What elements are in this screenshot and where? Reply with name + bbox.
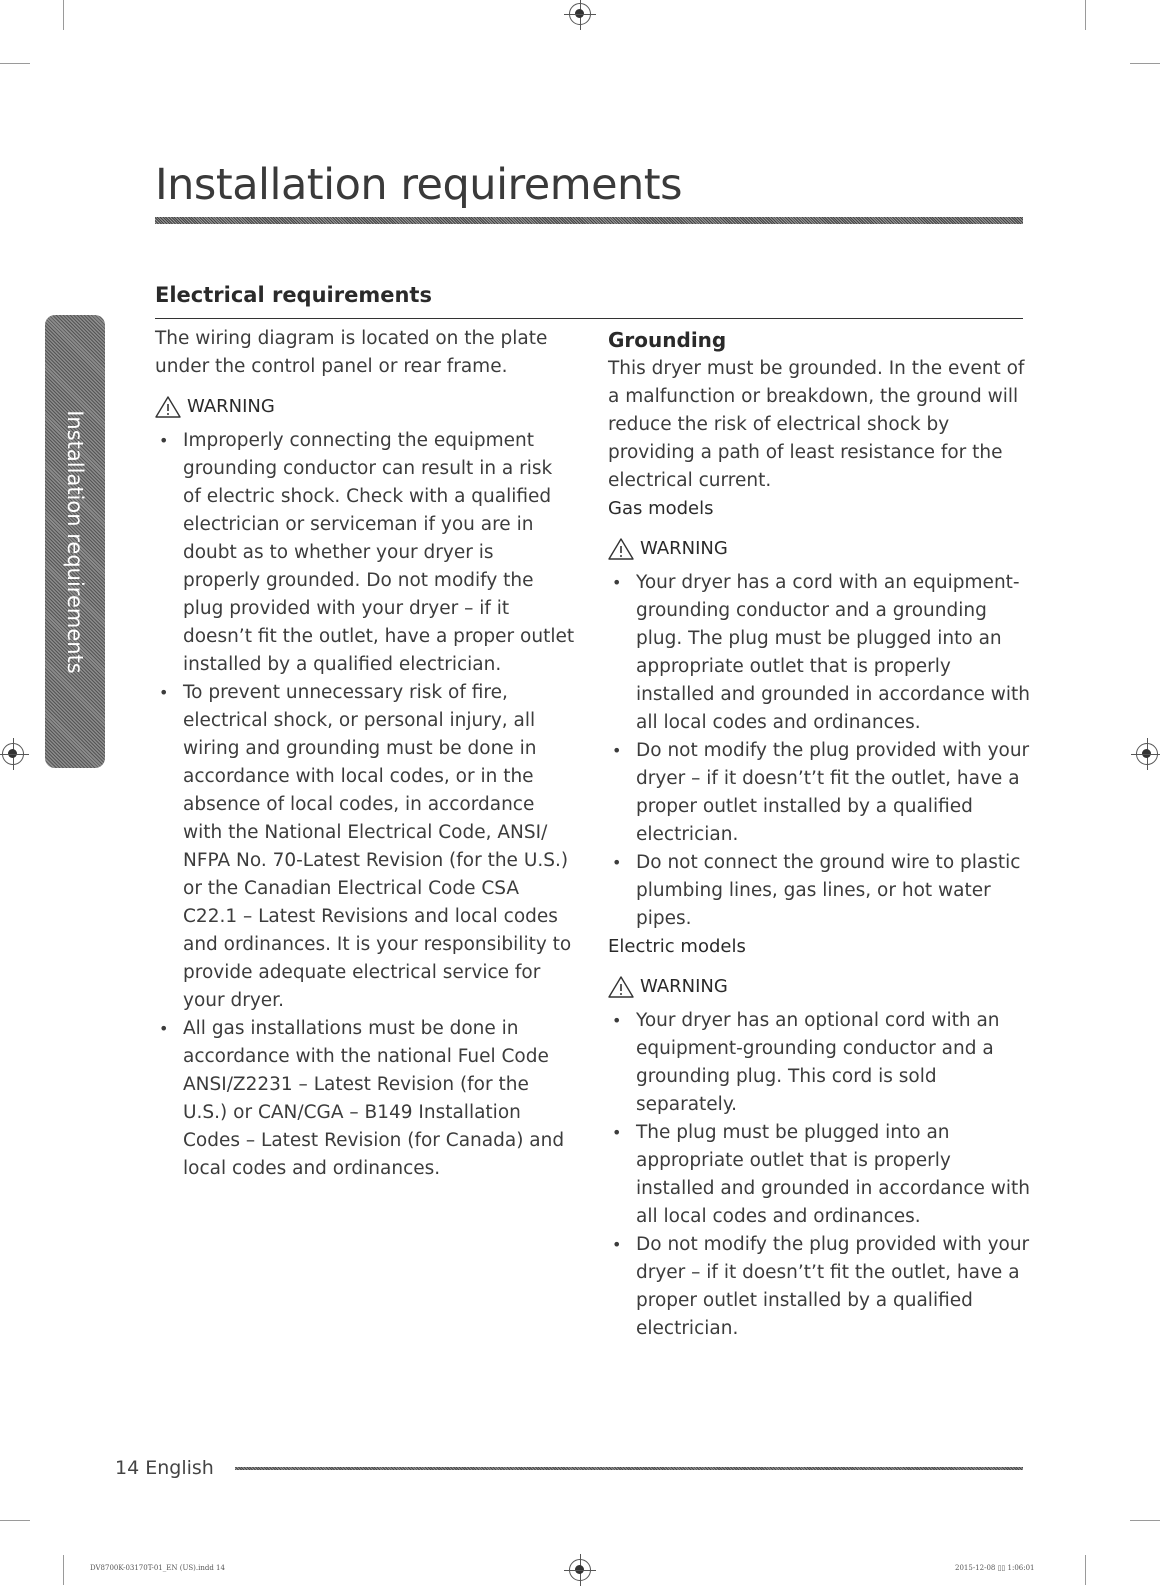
list-item: • Do not modify the plug provided with your dryer – if it doesn’t’t fit the outlet, have a proper outlet installed by a qualified electrician. bbox=[608, 737, 1033, 849]
list-item: • Do not connect the ground wire to plastic plumbing lines, gas lines, or hot water pipes. bbox=[608, 849, 1033, 933]
warning-heading bbox=[155, 393, 575, 421]
list-item: • Your dryer has a cord with an equipment-grounding conductor and a grounding plug. The plug must be plugged into an appropriate outlet that is properly installed and grounded in accordance with all local codes and ordinances. bbox=[608, 569, 1033, 737]
list-item: • All gas installations must be done in accordance with the national Fuel Code ANSI/Z2231 – Latest Revision (for the U.S.) or CAN/CGA – B149 Installation Codes – Latest Revision (for Canada) and local codes and ordinances. bbox=[155, 1015, 575, 1183]
right-column bbox=[608, 325, 1033, 1343]
list-item: • Your dryer has an optional cord with an equipment-grounding conductor and a grounding plug. This cord is sold separately. bbox=[608, 1007, 1033, 1119]
grounding-title: Grounding bbox=[608, 328, 727, 352]
warning-icon bbox=[608, 976, 634, 998]
print-slug-left: DV8700K-03170T-01_EN (US).indd 14 bbox=[90, 1564, 225, 1572]
side-tab bbox=[45, 315, 105, 768]
list-item: • The plug must be plugged into an appropriate outlet that is properly installed and grounded in accordance with all local codes and ordinances. bbox=[608, 1119, 1033, 1231]
warning-icon bbox=[608, 538, 634, 560]
grounding-text: This dryer must be grounded. In the event of a malfunction or breakdown, the ground will reduce the risk of electrical shock by providing a path of least resistance for the electrical current. bbox=[608, 358, 1025, 491]
wiring-intro: The wiring diagram is located on the plate under the control panel or rear frame. bbox=[155, 328, 548, 377]
warning-label: WARNING bbox=[640, 976, 728, 997]
warning-label: WARNING bbox=[187, 396, 275, 417]
registration-mark-icon bbox=[569, 3, 591, 25]
registration-mark-icon bbox=[2, 743, 24, 765]
list-item: • Do not modify the plug provided with your dryer – if it doesn’t’t fit the outlet, have a proper outlet installed by a qualified electrician. bbox=[608, 1231, 1033, 1343]
footer-rule bbox=[235, 1467, 1023, 1470]
warning-heading bbox=[608, 973, 1033, 1001]
warning-label: WARNING bbox=[640, 538, 728, 559]
page-title: Installation requirements bbox=[155, 160, 683, 210]
warning-icon bbox=[155, 396, 181, 418]
crop-mark bbox=[63, 1555, 64, 1585]
title-rule bbox=[155, 217, 1023, 224]
crop-mark bbox=[63, 0, 64, 30]
registration-mark-icon bbox=[1136, 743, 1158, 765]
electric-warning-list bbox=[608, 1007, 1033, 1343]
section-title: Electrical requirements bbox=[155, 283, 432, 307]
registration-mark-icon bbox=[569, 1559, 591, 1581]
warning-heading bbox=[608, 535, 1033, 563]
left-column bbox=[155, 325, 575, 1183]
gas-models-label: Gas models bbox=[608, 498, 714, 519]
print-slug-right: 2015-12-08 ▯▯ 1:06:01 bbox=[955, 1564, 1035, 1572]
page-number: 14 English bbox=[115, 1457, 214, 1479]
crop-mark bbox=[0, 63, 30, 64]
crop-mark bbox=[1130, 63, 1160, 64]
warning-list bbox=[155, 427, 575, 1183]
list-item: • Improperly connecting the equipment grounding conductor can result in a risk of electric shock. Check with a qualified electrician or serviceman if you are in doubt as to whether your dryer is properly grounded. Do not modify the plug provided with your dryer – if it doesn’t fit the outlet, have a proper outlet installed by a qualified electrician. bbox=[155, 427, 575, 679]
list-item: • To prevent unnecessary risk of fire, electrical shock, or personal injury, all wiring and grounding must be done in accordance with local codes, or in the absence of local codes, in accordance with the National Electrical Code, ANSI/ NFPA No. 70-Latest Revision (for the U.S.) or the Canadian Electrical Code CSA C22.1 – Latest Revisions and local codes and ordinances. It is your responsibility to provide adequate electrical service for your dryer. bbox=[155, 679, 575, 1015]
gas-warning-list bbox=[608, 569, 1033, 933]
crop-mark bbox=[0, 1520, 30, 1521]
section-rule bbox=[155, 318, 1023, 319]
side-tab-label: Installation requirements bbox=[63, 409, 87, 674]
crop-mark bbox=[1130, 1520, 1160, 1521]
electric-models-label: Electric models bbox=[608, 936, 746, 957]
crop-mark bbox=[1085, 1555, 1086, 1585]
crop-mark bbox=[1085, 0, 1086, 30]
